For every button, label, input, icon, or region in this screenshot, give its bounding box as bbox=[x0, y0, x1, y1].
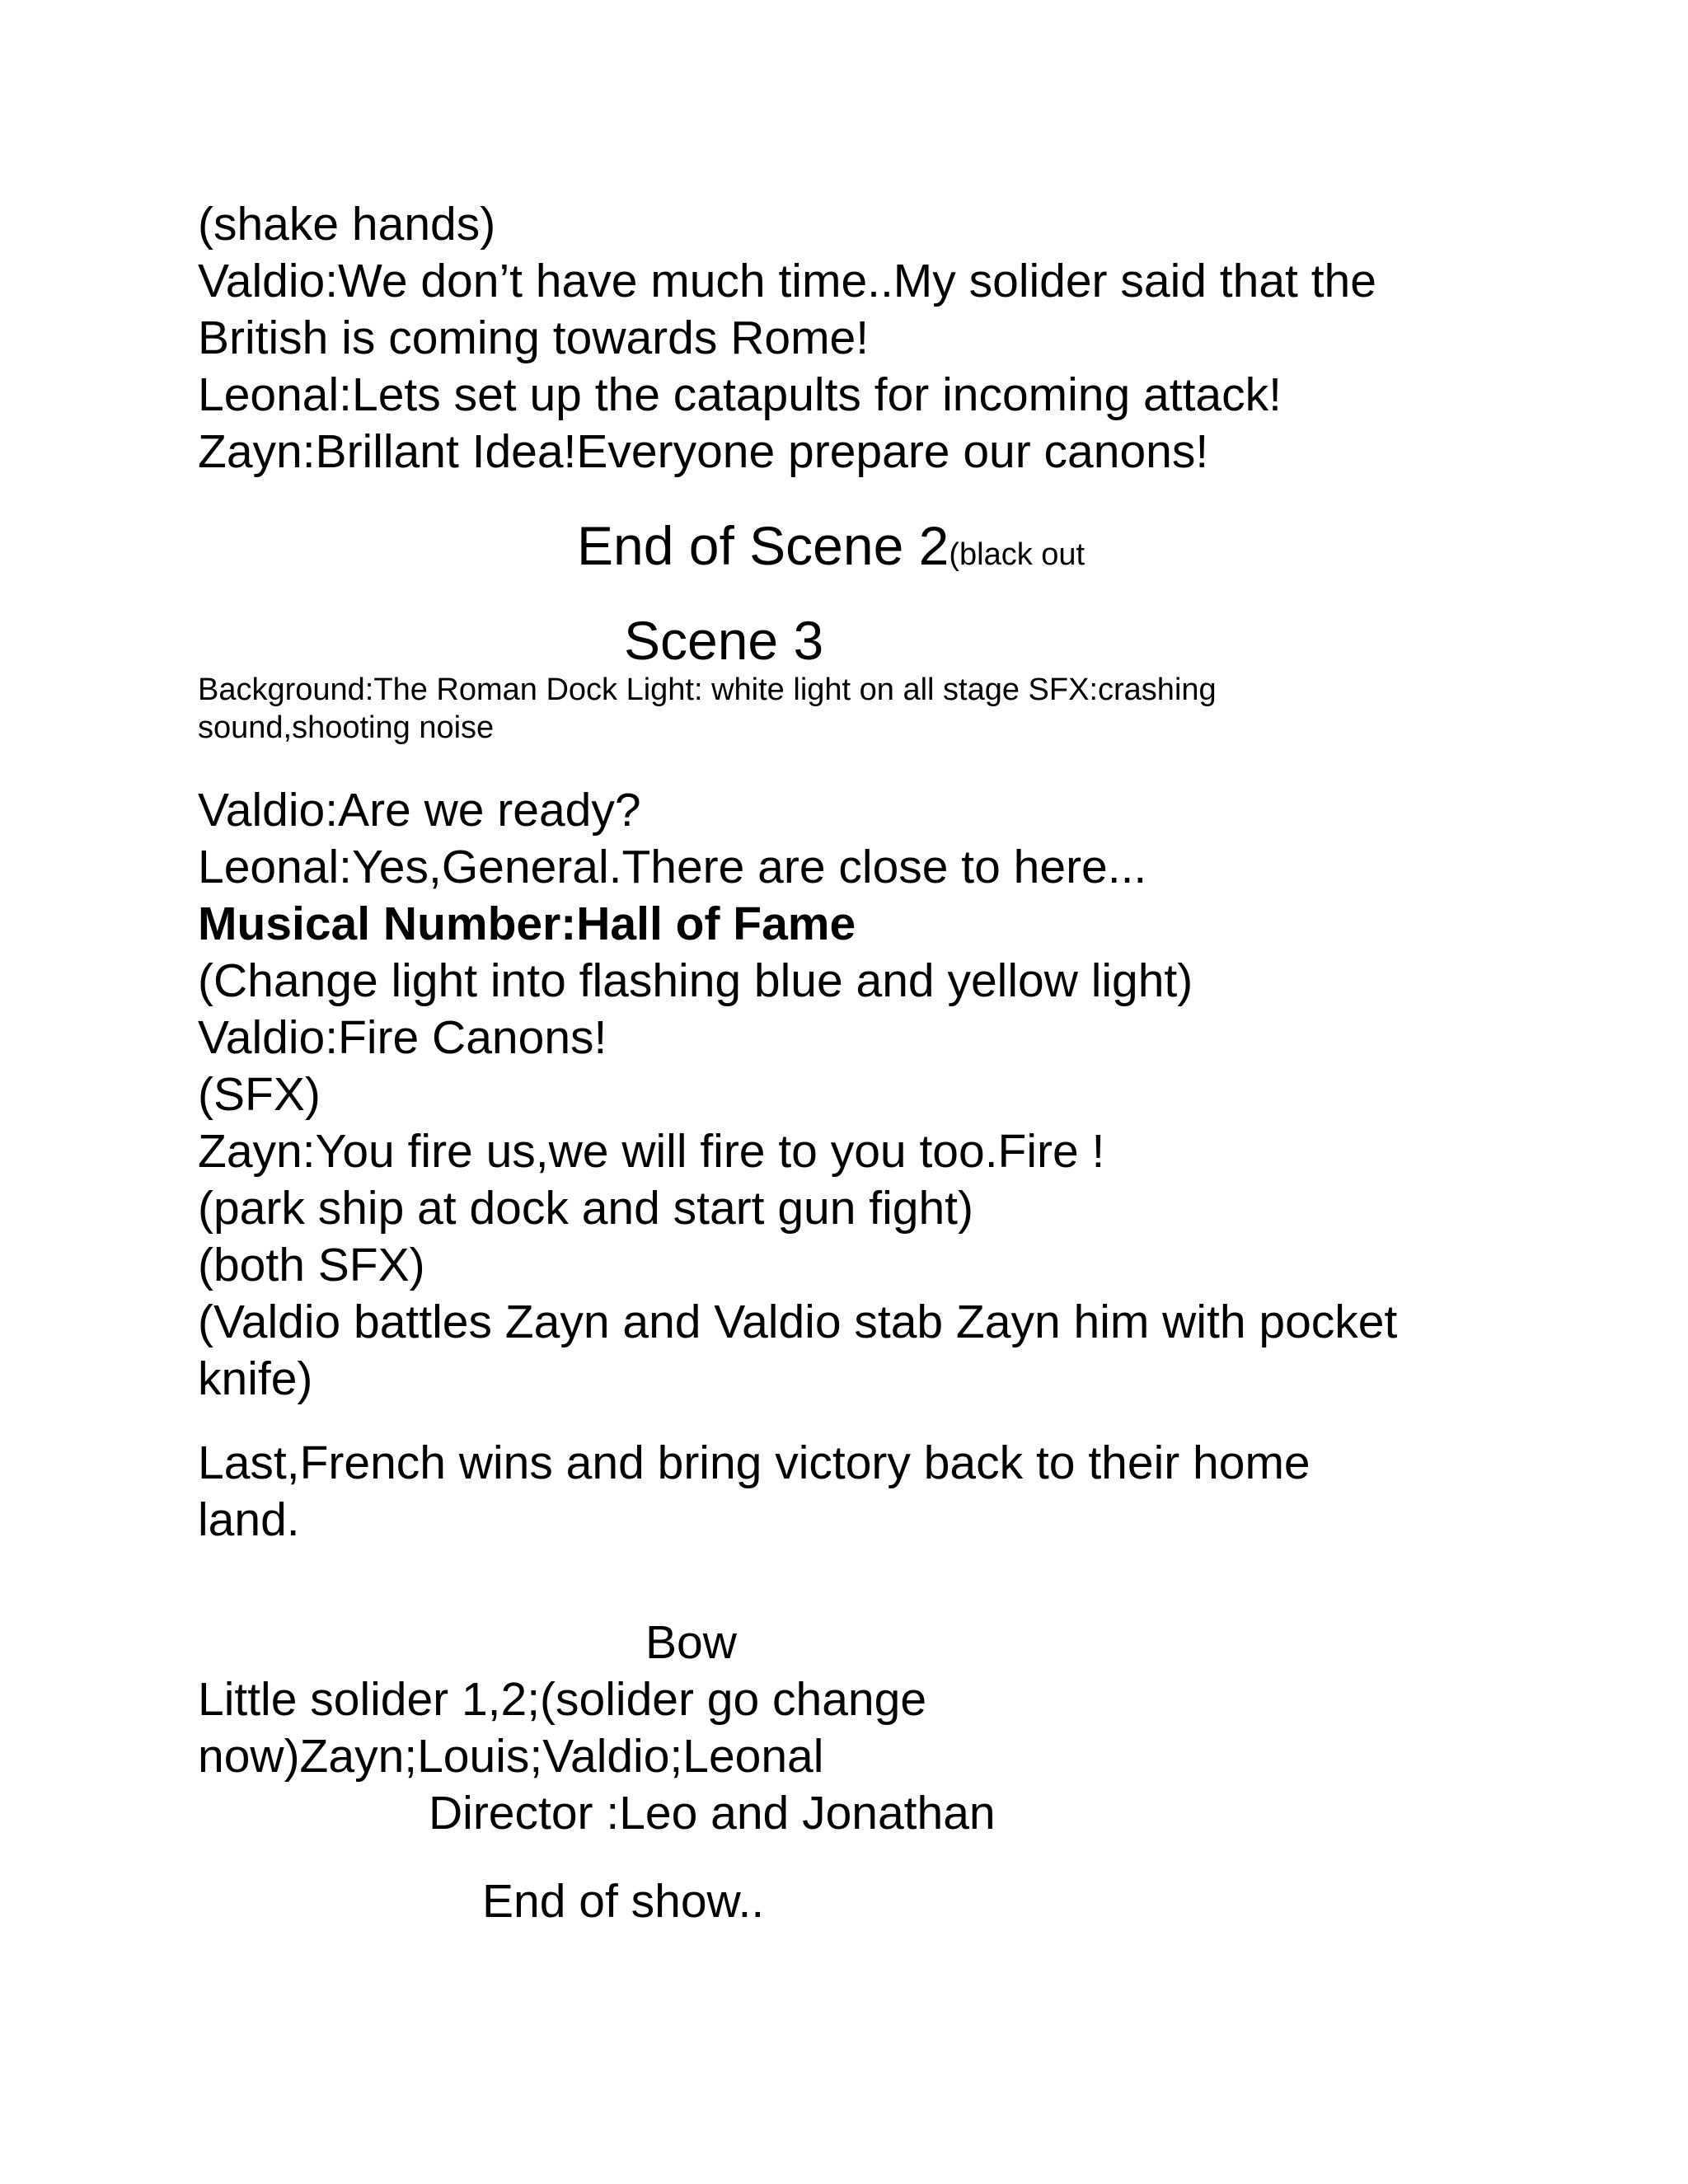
stage-direction: (Change light into flashing blue and yellow light) bbox=[198, 954, 1193, 1007]
dialogue-line: Leonal:Yes,General.There are close to here... bbox=[198, 841, 1147, 893]
scene-setup-line: sound,shooting noise bbox=[198, 710, 495, 745]
dialogue-line: Zayn:You fire us,we will fire to you too.Fire ! bbox=[198, 1125, 1105, 1178]
stage-direction: (SFX) bbox=[198, 1068, 321, 1121]
scene-end-heading bbox=[577, 513, 1085, 588]
director-credit: Director :Leo and Jonathan bbox=[429, 1787, 996, 1840]
bow-heading: Bow bbox=[645, 1616, 737, 1669]
dialogue-line: Valdio:Are we ready? bbox=[198, 784, 641, 837]
dialogue-line: Valdio:We don’t have much time..My solider said that the bbox=[198, 255, 1376, 307]
dialogue-line: Valdio:Fire Canons! bbox=[198, 1011, 607, 1064]
stage-direction: (park ship at dock and start gun fight) bbox=[198, 1182, 974, 1235]
scene-setup-line: Background:The Roman Dock Light: white light on all stage SFX:crashing bbox=[198, 673, 1217, 707]
scene-end-heading-text: End of Scene 2 bbox=[577, 515, 950, 576]
stage-direction: (both SFX) bbox=[198, 1239, 425, 1291]
musical-number: Musical Number:Hall of Fame bbox=[198, 898, 856, 950]
stage-direction: knife) bbox=[198, 1352, 313, 1405]
cast-line: now)Zayn;Louis;Valdio;Leonal bbox=[198, 1730, 824, 1783]
dialogue-line: British is coming towards Rome! bbox=[198, 312, 870, 364]
narration-line: land. bbox=[198, 1493, 300, 1546]
dialogue-line: Zayn:Brillant Idea!Everyone prepare our canons! bbox=[198, 425, 1209, 478]
end-of-show: End of show.. bbox=[482, 1875, 765, 1928]
dialogue-line: Leonal:Lets set up the catapults for incoming attack! bbox=[198, 368, 1282, 421]
stage-direction: (shake hands) bbox=[198, 198, 496, 251]
narration-line: Last,French wins and bring victory back to their home bbox=[198, 1436, 1311, 1489]
cast-line: Little solider 1,2;(solider go change bbox=[198, 1673, 927, 1726]
scene-end-aside: (black out bbox=[949, 537, 1085, 572]
stage-direction: (Valdio battles Zayn and Valdio stab Zayn him with pocket bbox=[198, 1296, 1398, 1348]
scene-heading: Scene 3 bbox=[624, 610, 824, 671]
